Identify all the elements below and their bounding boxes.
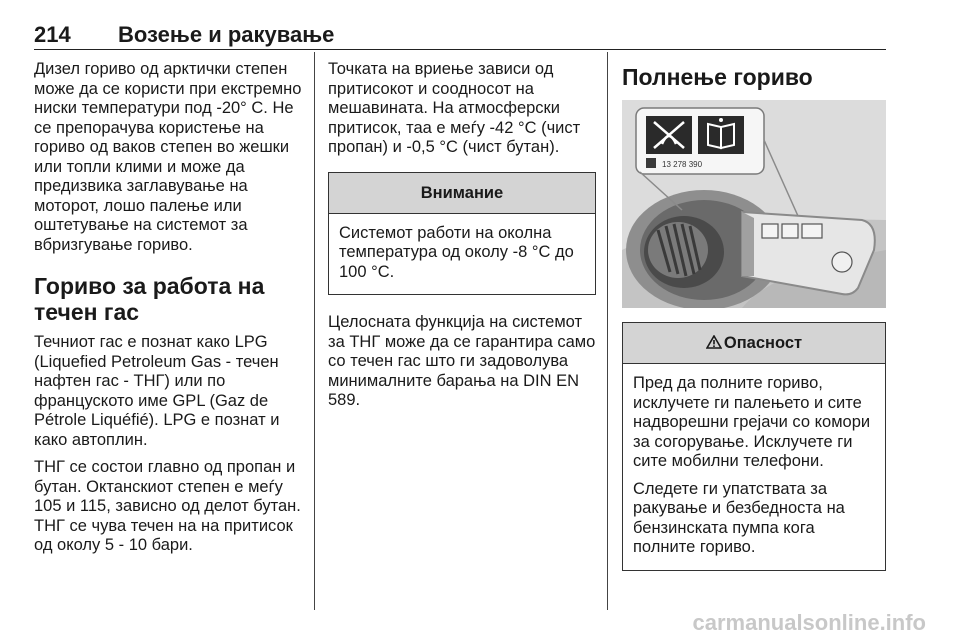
refuel-heading: Полнење гориво	[622, 64, 813, 90]
fuel-filler-flap-image	[622, 100, 886, 308]
lpg-paragraph-2: ТНГ се состои главно од пропан и бутан. Октанскиот степен е меѓу 105 и 115, зависно од делот бутан. ТНГ се чува течен на на притисок од околу 5 - 10 бари.	[34, 458, 301, 554]
caution-box	[328, 172, 596, 296]
column-divider-2	[607, 52, 608, 610]
lpg-heading: Гориво за работа на течен гас	[34, 273, 265, 325]
diesel-paragraph: Дизел гориво од арктички степен може да се користи при екстремно ниски температури под -20° C. Не се препорачува користење на гориво од ваков степен во жешки или топли клими и може да предизвика заглавување на моторот, лошо палење или оштетување на системот за вбризгување гориво.	[34, 60, 302, 254]
column-right	[622, 60, 886, 589]
function-paragraph: Целосната функција на системот за ТНГ може да се гарантира само со течен гас што ги задоволува минималните барања на DIN EN 589.	[328, 313, 596, 409]
danger-title: Опасност	[723, 334, 803, 352]
header-divider	[34, 49, 886, 50]
danger-header	[623, 323, 885, 364]
watermark: carmanualsonline.info	[692, 610, 926, 635]
column-middle	[328, 60, 596, 419]
caution-text: Системот работи на околна температура од околу -8 °C до 100 °C.	[339, 223, 574, 281]
column-left	[34, 60, 304, 564]
caution-title: Внимание	[329, 173, 595, 214]
page-number: 214	[34, 22, 71, 47]
warning-triangle-icon	[706, 324, 722, 364]
danger-text-2: Следете ги упатствата за ракување и безбедноста на бензинската пумпа кога полните гориво.	[633, 479, 845, 556]
danger-text-1: Пред да полните гориво, исклучете ги палењето и сите надворешни грејачи со комори за согорување. Исклучете ги сите мобилни телефони.	[633, 374, 871, 470]
lpg-paragraph-1: Течниот гас е познат како LPG (Liquefied Petroleum Gas - течен нафтен гас - ТНГ) или по француското име GPL (Gaz de Pétrole Liquéfié). LPG е познат и како автоплин.	[34, 333, 280, 449]
image-label: 13 278 390	[662, 160, 703, 169]
column-divider-1	[314, 52, 315, 610]
page-header	[34, 16, 886, 50]
section-title: Возење и ракување	[118, 22, 335, 47]
boiling-point-paragraph: Точката на вриење зависи од притисокот и соодносот на мешавината. На атмосферски притисок, таа е меѓу -42 °C (чист пропан) и -0,5 °C (чист бутан).	[328, 60, 581, 156]
danger-box	[622, 322, 886, 571]
